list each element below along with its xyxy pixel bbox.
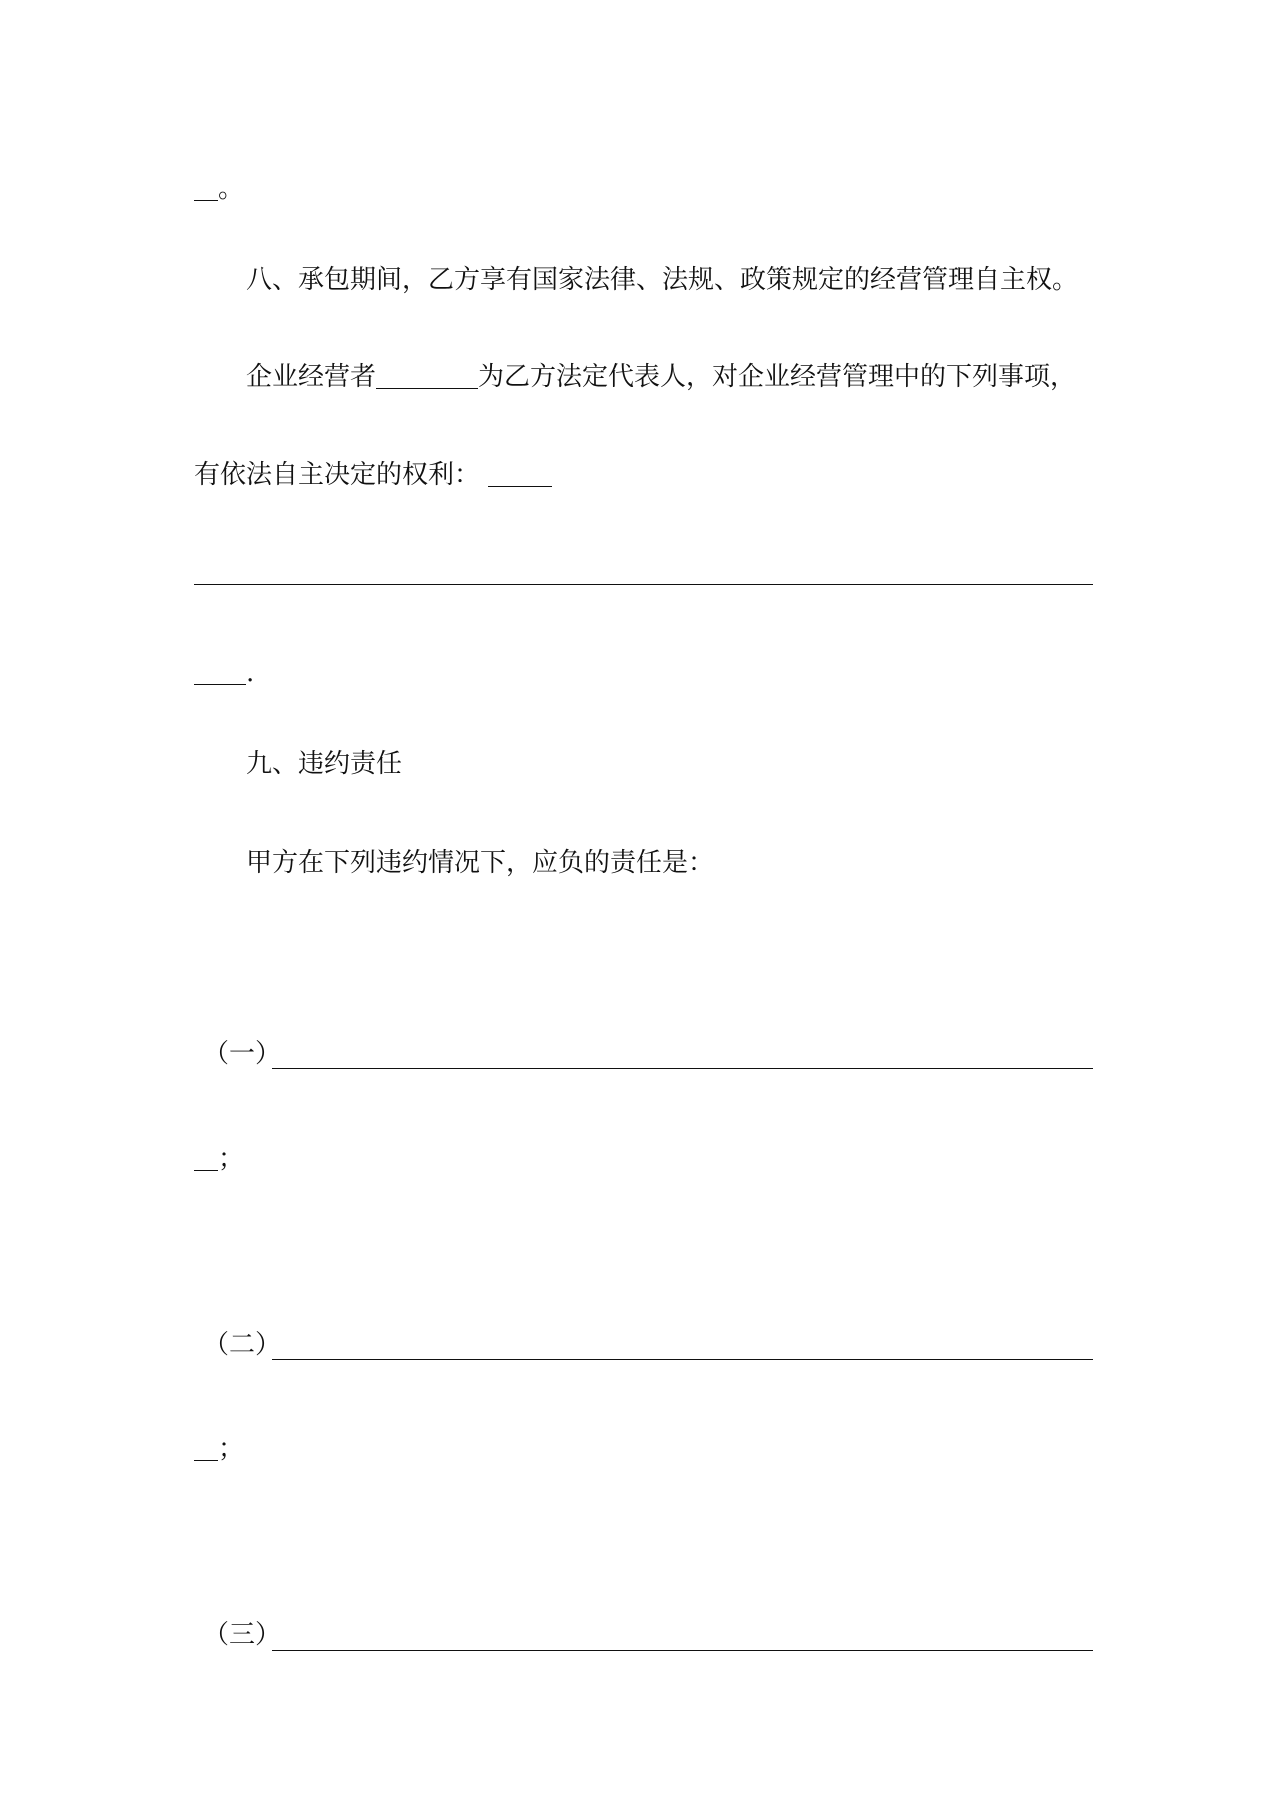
item-2-end-line	[194, 1432, 244, 1466]
clause-9-intro: 甲方在下列违约情况下，应负的责任是：	[246, 848, 715, 878]
rights-blank	[488, 460, 552, 487]
clause-8-rep-suffix: 为乙方法定代表人，对企业经营管理中的下列事项，	[478, 362, 1077, 392]
item-2-label: （二）	[203, 1330, 282, 1360]
clause-8-title: 八、承包期间，乙方享有国家法律、法规、政策规定的经营管理自主权。	[246, 265, 1079, 295]
fill-blank	[194, 1144, 218, 1171]
item-1-blank	[272, 1068, 1093, 1069]
rights-full-blank	[194, 584, 1093, 585]
continuation-line	[194, 172, 244, 206]
clause-8-rights-line	[194, 458, 552, 492]
fill-blank	[194, 174, 218, 201]
clause-8-rep-prefix: 企业经营者	[246, 362, 377, 392]
item-1-end-tail: ；	[218, 1144, 245, 1174]
item-2-end-tail: ；	[218, 1434, 245, 1464]
clause-8-end-line	[194, 656, 254, 690]
clause-8-rights-text: 有依法自主决定的权利：	[194, 460, 481, 490]
clause-8-representative-line	[246, 360, 1076, 394]
representative-name-blank	[376, 362, 478, 389]
clause-9-title: 九、违约责任	[246, 749, 403, 779]
fill-blank	[194, 658, 246, 685]
item-3-blank	[272, 1650, 1093, 1651]
fill-blank	[194, 1434, 218, 1461]
item-1-end-line	[194, 1142, 244, 1176]
item-3-label: （三）	[203, 1620, 282, 1650]
item-2-blank	[272, 1359, 1093, 1360]
continuation-tail: 。	[218, 174, 245, 204]
clause-8-end-tail: .	[246, 658, 255, 688]
item-1-label: （一）	[203, 1039, 282, 1069]
